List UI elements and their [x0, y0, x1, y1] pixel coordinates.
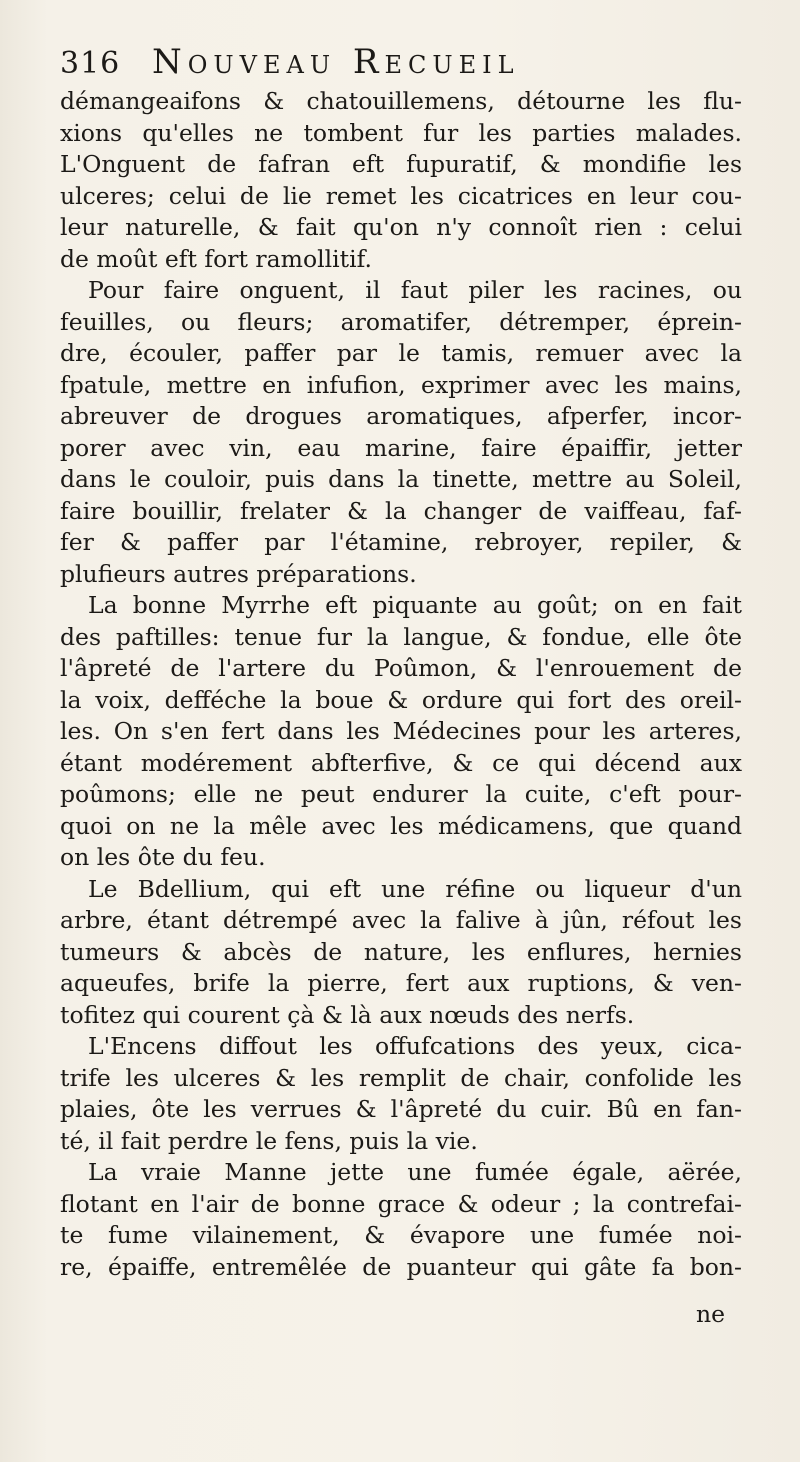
text-line: plufieurs autres préparations. — [60, 559, 417, 588]
text-line: L'Encens diffout les offufcations des yeux, cica- — [88, 1032, 742, 1060]
text-line: l'âpreté de l'artere du Poûmon, & l'enrouement de — [60, 654, 742, 682]
text-line: des paftilles: tenue fur la langue, & fondue, elle ôte — [60, 622, 742, 651]
text-line: L'Onguent de fafran eft fupuratif, & mondifie les — [60, 150, 742, 178]
text-line: faire bouillir, frelater & la changer de vaiffeau, faf- — [60, 496, 742, 525]
body-text — [60, 86, 742, 1283]
text-line: leur naturelle, & fait qu'on n'y connoît rien : celui — [60, 213, 742, 241]
text-line: xions qu'elles ne tombent fur les parties malades. — [60, 118, 742, 147]
text-line: flotant en l'air de bonne grace & odeur ; la contrefai- — [60, 1189, 742, 1218]
running-title: Nouveau Recueil — [152, 42, 520, 82]
catchword: ne — [696, 1300, 726, 1328]
text-line: étant modérement abfterfive, & ce qui décend aux — [60, 748, 742, 777]
text-line: La vraie Manne jette une fumée égale, aërée, — [88, 1158, 742, 1186]
text-line: La bonne Myrrhe eft piquante au goût; on en fait — [88, 591, 742, 619]
text-line: dre, écouler, paffer par le tamis, remuer avec la — [60, 339, 742, 367]
text-line: arbre, étant détrempé avec la falive à jûn, réfout les — [60, 906, 742, 934]
text-line: abreuver de drogues aromatiques, afperfer, incor- — [60, 402, 742, 430]
text-line: té, il fait perdre le fens, puis la vie. — [60, 1126, 478, 1155]
page-number: 316 — [60, 46, 121, 81]
text-line: te fume vilainement, & évapore une fumée noi- — [60, 1221, 742, 1249]
text-line: aqueufes, brife la pierre, fert aux ruptions, & ven- — [60, 969, 742, 997]
text-line: Le Bdellium, qui eft une réfine ou liqueur d'un — [88, 874, 742, 903]
text-line: plaies, ôte les verrues & l'âpreté du cuir. Bû en fan- — [60, 1095, 742, 1123]
page-header — [60, 40, 740, 90]
text-line: démangeaifons & chatouillemens, détourne les flu- — [60, 87, 742, 115]
text-line: de moût eft fort ramollitif. — [60, 244, 372, 273]
text-line: ulceres; celui de lie remet les cicatrices en leur cou- — [60, 181, 742, 210]
text-line: fpatule, mettre en infufion, exprimer avec les mains, — [60, 370, 742, 399]
text-line: porer avec vin, eau marine, faire épaiffir, jetter — [60, 433, 742, 462]
text-line: on les ôte du feu. — [60, 843, 266, 871]
text-line: les. On s'en fert dans les Médecines pour les arteres, — [60, 717, 742, 745]
text-line: Pour faire onguent, il faut piler les racines, ou — [88, 276, 742, 304]
text-line: dans le couloir, puis dans la tinette, mettre au Soleil, — [60, 465, 742, 493]
text-line: feuilles, ou fleurs; aromatifer, détremper, éprein- — [60, 307, 742, 336]
text-line: fer & paffer par l'étamine, rebroyer, repiler, & — [60, 528, 742, 556]
text-line: tofitez qui courent çà & là aux nœuds des nerfs. — [60, 1000, 635, 1029]
text-line: la voix, defféche la boue & ordure qui fort des oreil- — [60, 685, 742, 714]
text-line: quoi on ne la mêle avec les médicamens, que quand — [60, 811, 742, 840]
text-line: tumeurs & abcès de nature, les enflures, hernies — [60, 937, 742, 966]
text-line: poûmons; elle ne peut endurer la cuite, c'eft pour- — [60, 780, 742, 808]
text-line: re, épaiffe, entremêlée de puanteur qui gâte fa bon- — [60, 1252, 742, 1281]
text-line: trife les ulceres & les remplit de chair, confolide les — [60, 1063, 742, 1092]
